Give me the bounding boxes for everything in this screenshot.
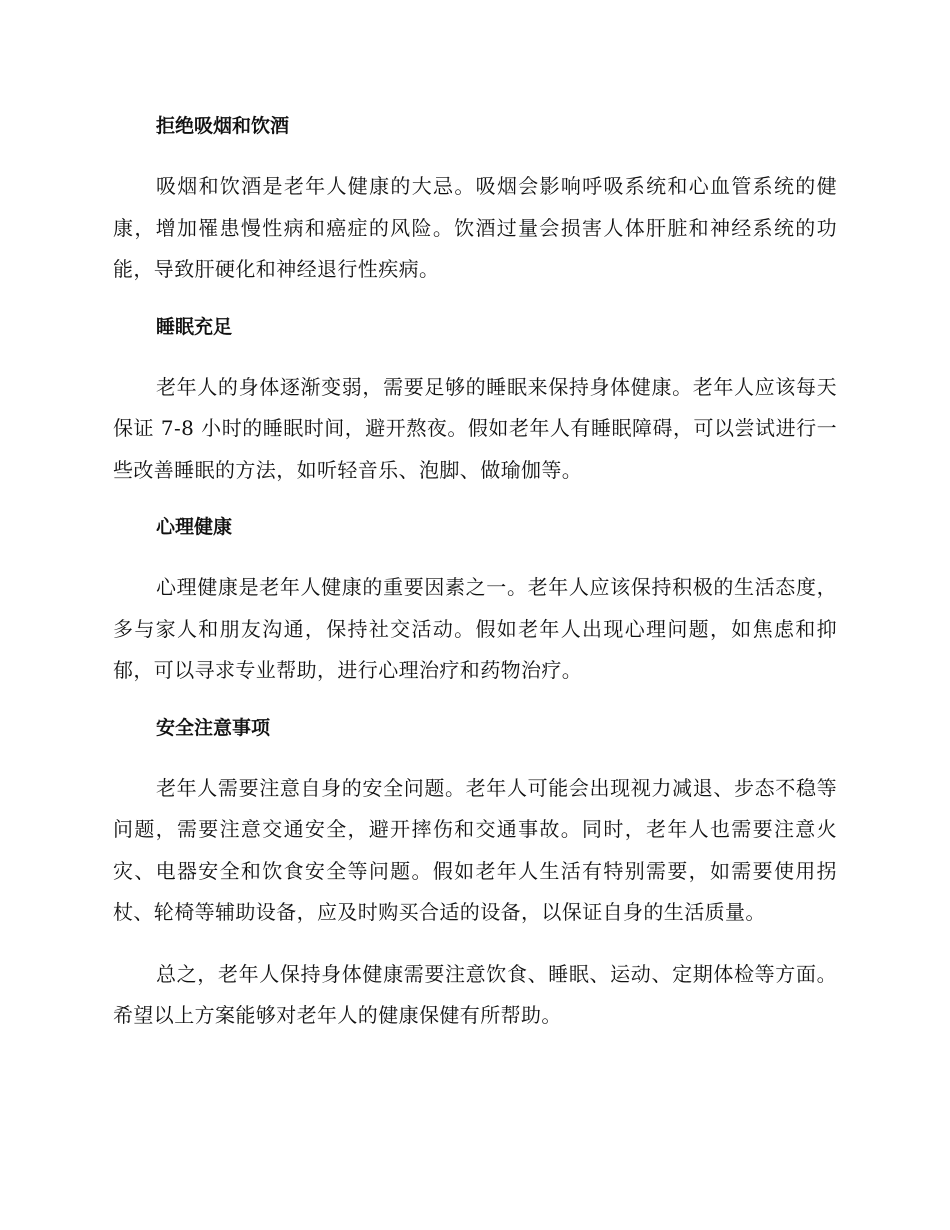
- conclusion-paragraph: 总之，老年人保持身体健康需要注意饮食、睡眠、运动、定期体检等方面。希望以上方案能够对老年人的健康保健有所帮助。: [113, 961, 837, 1027]
- section-heading-mental-health: 心理健康: [156, 516, 233, 538]
- document-page: [113, 110, 837, 1037]
- section-body-mental-health: 心理健康是老年人健康的重要因素之一。老年人应该保持积极的生活态度，多与家人和朋友沟通，保持社交活动。假如老年人出现心理问题，如焦虑和抑郁，可以寻求专业帮助，进行心理治疗和药物治疗。: [113, 575, 837, 682]
- section-body-sleep: 老年人的身体逐渐变弱，需要足够的睡眠来保持身体健康。老年人应该每天保证 7-8 小时的睡眠时间，避开熬夜。假如老年人有睡眠障碍，可以尝试进行一些改善睡眠的方法，如听轻音乐、泡脚、做瑜伽等。: [113, 374, 837, 482]
- section-heading-safety: 安全注意事项: [156, 716, 271, 739]
- section-body-smoking-drinking: 吸烟和饮酒是老年人健康的大忌。吸烟会影响呼吸系统和心血管系统的健康，增加罹患慢性病和癌症的风险。饮酒过量会损害人体肝脏和神经系统的功能，导致肝硬化和神经退行性疾病。: [113, 174, 837, 281]
- section-body-safety: 老年人需要注意自身的安全问题。老年人可能会出现视力减退、步态不稳等问题，需要注意交通安全，避开摔伤和交通事故。同时，老年人也需要注意火灾、电器安全和饮食安全等问题。假如老年人生活有特别需要，如需要使用拐杖、轮椅等辅助设备，应及时购买合适的设备，以保证自身的生活质量。: [113, 775, 837, 924]
- section-heading-smoking-drinking: 拒绝吸烟和饮酒: [156, 115, 290, 137]
- section-heading-sleep: 睡眠充足: [156, 315, 233, 338]
